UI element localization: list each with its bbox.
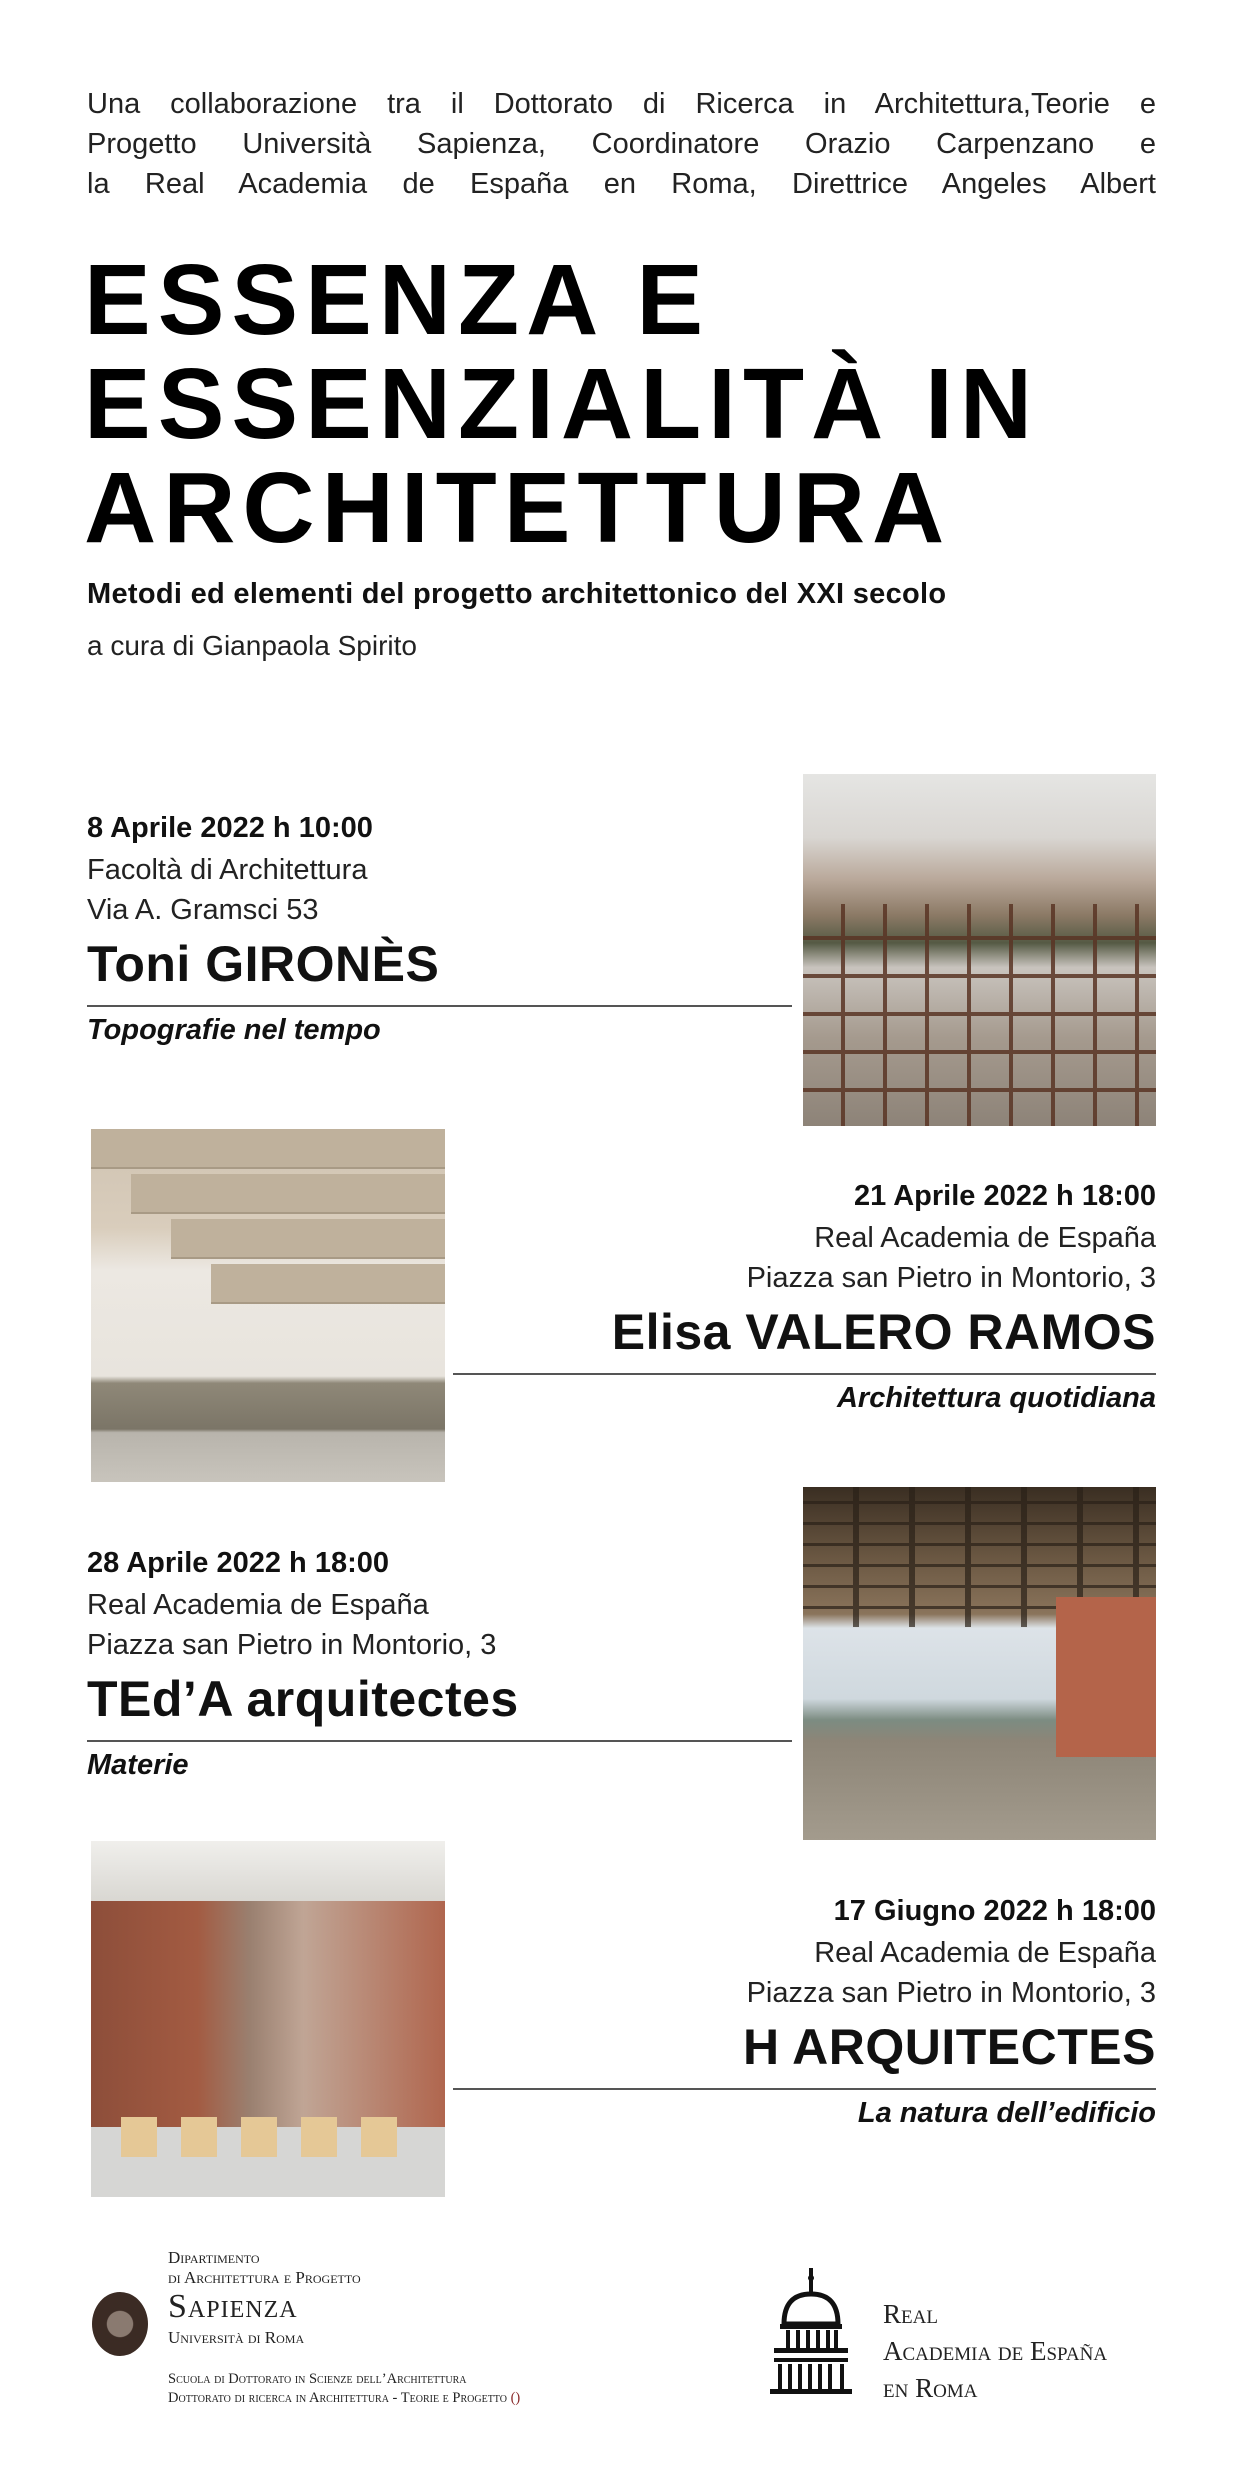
divider: [87, 1740, 792, 1742]
dept-line: Dipartimento: [168, 2248, 260, 2267]
intro-line: Una collaborazione tra il Dottorato di Ricerca in Architettura,Teorie e: [87, 88, 1156, 120]
sapienza-department: [168, 2248, 361, 2288]
sapienza-school: [168, 2370, 520, 2408]
rae-line: Real: [883, 2299, 938, 2329]
intro-line: Progetto Università Sapienza, Coordinatore Orazio Carpenzano e: [87, 128, 1156, 160]
event-place: Real Academia de España: [87, 1589, 429, 1621]
rae-line: Academia de España: [883, 2336, 1108, 2366]
rae-name: [883, 2296, 1107, 2407]
event-place: Facoltà di Architettura: [87, 854, 368, 886]
event-address: Piazza san Pietro in Montorio, 3: [746, 1977, 1156, 2009]
event-topic: Materie: [87, 1749, 189, 1781]
subtitle: Metodi ed elementi del progetto architettonico del XXI secolo: [87, 578, 947, 610]
title-line: ESSENZA E: [84, 244, 711, 356]
divider: [453, 2088, 1156, 2090]
event-topic: Architettura quotidiana: [836, 1382, 1156, 1414]
rae-line: en Roma: [883, 2373, 978, 2403]
event-address: Piazza san Pietro in Montorio, 3: [746, 1262, 1156, 1294]
sapienza-seal-icon: [92, 2292, 148, 2356]
event-speaker: H ARQUITECTES: [743, 2019, 1156, 2075]
intro-text: [87, 84, 1156, 204]
event-speaker: TEd’A arquitectes: [87, 1671, 519, 1727]
divider: [87, 1005, 792, 1007]
event-speaker: Elisa VALERO RAMOS: [611, 1304, 1156, 1360]
dome-icon: [770, 2268, 852, 2394]
event-address: Via A. Gramsci 53: [87, 894, 319, 926]
event-speaker: Toni GIRONÈS: [87, 936, 440, 992]
school-line: Dottorato di ricerca in Architettura - Teorie e Progetto: [168, 2390, 507, 2406]
title-line: ARCHITETTURA: [84, 452, 952, 564]
event-date: 28 Aprile 2022 h 18:00: [87, 1547, 389, 1579]
curator: a cura di Gianpaola Spirito: [87, 630, 417, 661]
event-date: 17 Giugno 2022 h 18:00: [833, 1895, 1156, 1927]
photo-concrete-interior: [91, 1129, 445, 1482]
event-place: Real Academia de España: [814, 1937, 1156, 1969]
sapienza-university: Università di Roma: [168, 2328, 305, 2347]
photo-pergola-town: [803, 774, 1156, 1126]
event-date: 8 Aprile 2022 h 10:00: [87, 812, 373, 844]
event-address: Piazza san Pietro in Montorio, 3: [87, 1629, 497, 1661]
photo-brick-hall: [91, 1841, 445, 2197]
event-topic: La natura dell’edificio: [857, 2097, 1156, 2129]
sapienza-name: Sapienza: [168, 2288, 298, 2325]
main-title: [84, 244, 1040, 564]
divider: [453, 1373, 1156, 1375]
dept-line: di Architettura e Progetto: [168, 2268, 361, 2287]
event-place: Real Academia de España: [814, 1222, 1156, 1254]
photo-coffered-canopy: [803, 1487, 1156, 1840]
event-topic: Topografie nel tempo: [87, 1014, 381, 1046]
intro-line: la Real Academia de España en Roma, Direttrice Angeles Albert: [87, 168, 1156, 200]
doctorate-mark: (): [510, 2390, 521, 2406]
title-line: ESSENZIALITÀ IN: [84, 348, 1040, 460]
school-line: Scuola di Dottorato in Scienze dell’Architettura: [168, 2371, 467, 2387]
event-date: 21 Aprile 2022 h 18:00: [854, 1180, 1156, 1212]
